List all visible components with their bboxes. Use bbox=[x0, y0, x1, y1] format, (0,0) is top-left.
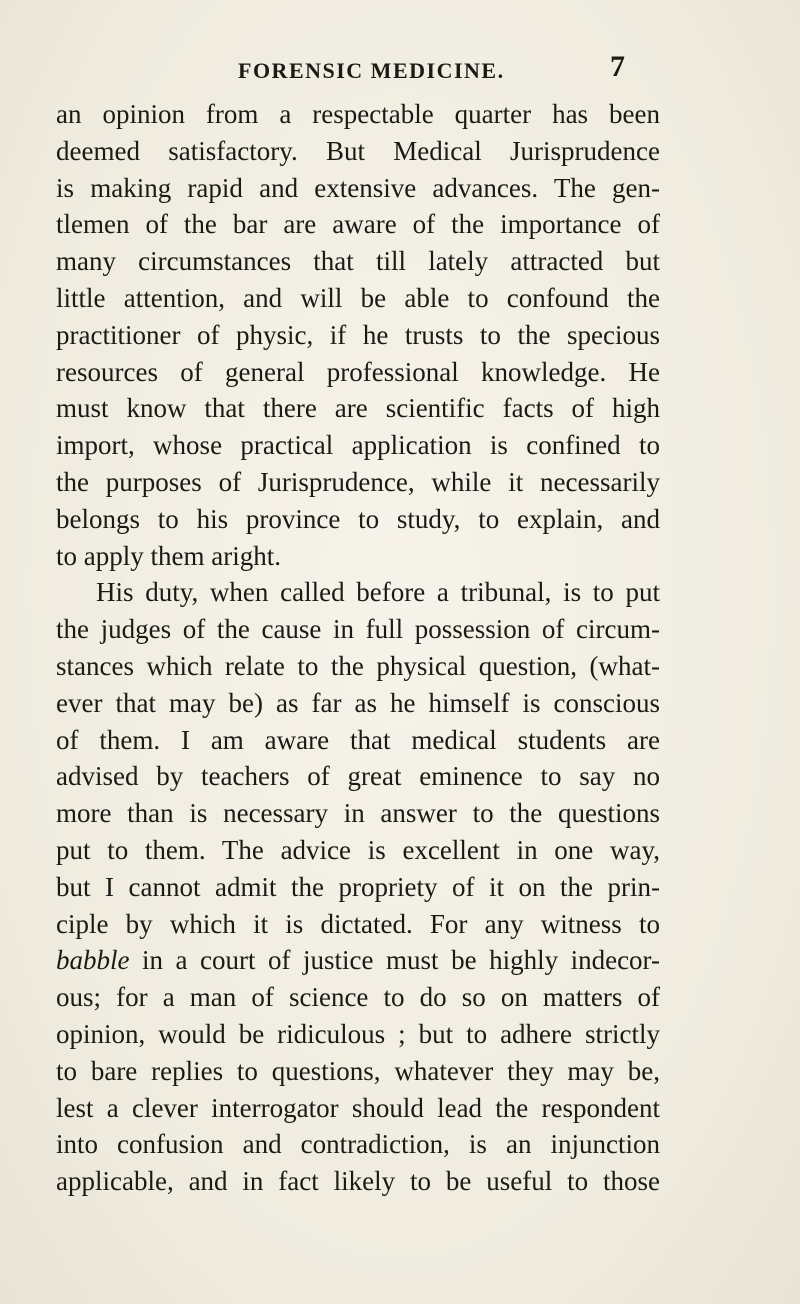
text-line: deemed satisfactory. But Medical Jurisprudence bbox=[56, 135, 660, 166]
text-line: the purposes of Jurisprudence, while it necessarily bbox=[56, 466, 660, 497]
text-line: resources of general professional knowledge. He bbox=[56, 356, 660, 387]
text-line: of them. I am aware that medical students are bbox=[56, 724, 660, 755]
text-line: tlemen of the bar are aware of the importance of bbox=[56, 209, 660, 240]
text-line: the judges of the cause in full possession of circum- bbox=[56, 614, 660, 645]
text-line: lest a clever interrogator should lead the respondent bbox=[56, 1092, 660, 1123]
text-line: an opinion from a respectable quarter has been bbox=[56, 99, 660, 129]
text-line: must know that there are scientific facts of high bbox=[56, 393, 660, 424]
text-line: little attention, and will be able to confound the bbox=[56, 282, 660, 313]
page-header bbox=[0, 50, 800, 90]
text-line-with-emphasis bbox=[56, 942, 660, 979]
text-line: advised by teachers of great eminence to say no bbox=[56, 761, 660, 792]
paragraph-end-line: to apply them aright. bbox=[56, 540, 281, 571]
text-line: belongs to his province to study, to explain, and bbox=[56, 503, 660, 534]
text-line: ciple by which it is dictated. For any witness to bbox=[56, 908, 660, 939]
text-line: practitioner of physic, if he trusts to the specious bbox=[56, 319, 660, 350]
page-number: 7 bbox=[610, 50, 625, 83]
text-line: put to them. The advice is excellent in one way, bbox=[56, 834, 660, 865]
text-line: many circumstances that till lately attracted but bbox=[56, 246, 660, 277]
text-line: to bare replies to questions, whatever they may be, bbox=[56, 1055, 660, 1086]
text-line: opinion, would be ridiculous ; but to adhere strictly bbox=[56, 1018, 660, 1049]
text-line: into confusion and contradiction, is an injunction bbox=[56, 1129, 660, 1160]
line-tail-text: in a court of justice must be highly indecor- bbox=[129, 945, 660, 976]
paragraph-start-line: His duty, when called before a tribunal, is to put bbox=[96, 577, 660, 608]
text-line: ous; for a man of science to do so on matters of bbox=[56, 982, 660, 1013]
text-line: stances which relate to the physical question, (what- bbox=[56, 650, 660, 681]
body-text bbox=[56, 96, 660, 1200]
text-line: more than is necessary in answer to the questions bbox=[56, 798, 660, 829]
text-line: is making rapid and extensive advances. The gen- bbox=[56, 172, 660, 203]
text-line: import, whose practical application is confined to bbox=[56, 430, 660, 461]
text-line: ever that may be) as far as he himself is conscious bbox=[56, 687, 660, 718]
running-title: FORENSIC MEDICINE. bbox=[238, 58, 505, 83]
emphasized-word: babble bbox=[56, 945, 130, 976]
text-line: but I cannot admit the propriety of it on the prin- bbox=[56, 871, 660, 902]
text-line: applicable, and in fact likely to be useful to those bbox=[56, 1166, 660, 1197]
